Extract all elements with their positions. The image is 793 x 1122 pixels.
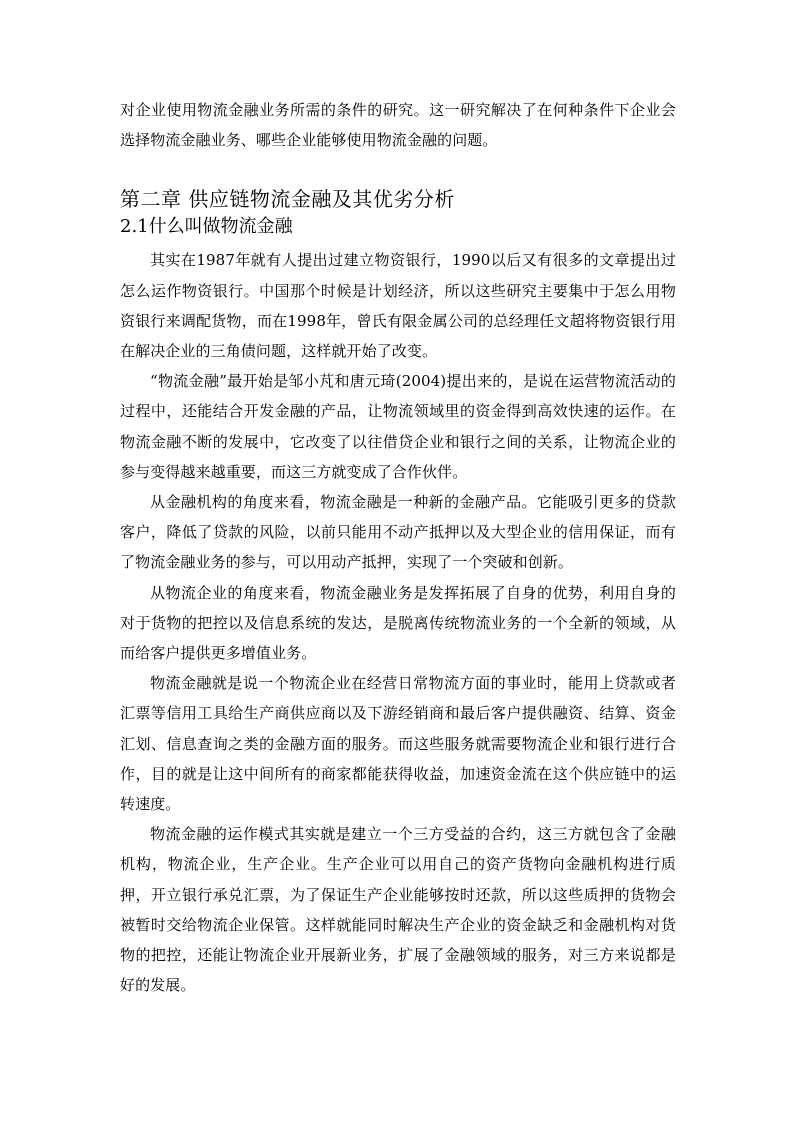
chapter-title: 第二章 供应链物流金融及其优劣分析 <box>120 187 455 212</box>
intro-paragraph: 对企业使用物流金融业务所需的条件的研究。这一研究解决了在何种条件下企业会选择物流金融业务、哪些企业能够使用物流金融的问题。 <box>120 101 676 150</box>
body-paragraph: 物流金融的运作模式其实就是建立一个三方受益的合约，这三方就包含了金融机构，物流企业，生产企业。生产企业可以用自己的资产货物向金融机构进行质押，开立银行承兑汇票，为了保证生产企业能够按时还款，所以这些质押的货物会被暂时交给物流企业保管。这样就能同时解决生产企业的资金缺乏和金融机构对货物的把控，还能让物流企业开展新业务，扩展了金融领域的服务，对三方来说都是好的发展。 <box>120 825 676 995</box>
body-paragraph: 从物流企业的角度来看，物流金融业务是发挥拓展了自身的优势，利用自身的对于货物的把控以及信息系统的发达，是脱离传统物流业务的一个全新的领域，从而给客户提供更多增值业务。 <box>120 583 676 663</box>
body-paragraph: 其实在1987年就有人提出过建立物资银行，1990以后又有很多的文章提出过怎么运作物资银行。中国那个时候是计划经济，所以这些研究主要集中于怎么用物资银行来调配货物，而在1998年，曾氏有限金属公司的总经理任文超将物资银行用在解决企业的三角债问题，这样就开始了改变。 <box>120 251 676 361</box>
body-paragraph: 物流金融就是说一个物流企业在经营日常物流方面的事业时，能用上贷款或者汇票等信用工具给生产商供应商以及下游经销商和最后客户提供融资、结算、资金汇划、信息查询之类的金融方面的服务。而这些服务就需要物流企业和银行进行合作，目的就是让这中间所有的商家都能获得收益，加速资金流在这个供应链中的运转速度。 <box>120 674 676 814</box>
body-paragraph: “物流金融”最开始是邹小芃和唐元琦(2004)提出来的，是说在运营物流活动的过程中，还能结合开发金融的产品，让物流领域里的资金得到高效快速的运作。在物流金融不断的发展中，它改变了以往借贷企业和银行之间的关系，让物流企业的参与变得越来越重要，而这三方就变成了合作伙伴。 <box>120 372 676 481</box>
section-title: 2.1什么叫做物流金融 <box>120 216 293 238</box>
body-paragraph: 从金融机构的角度来看，物流金融是一种新的金融产品。它能吸引更多的贷款客户，降低了贷款的风险，以前只能用不动产抵押以及大型企业的信用保证，而有了物流金融业务的参与，可以用动产抵押，实现了一个突破和创新。 <box>120 493 676 572</box>
document-body <box>120 95 676 1000</box>
